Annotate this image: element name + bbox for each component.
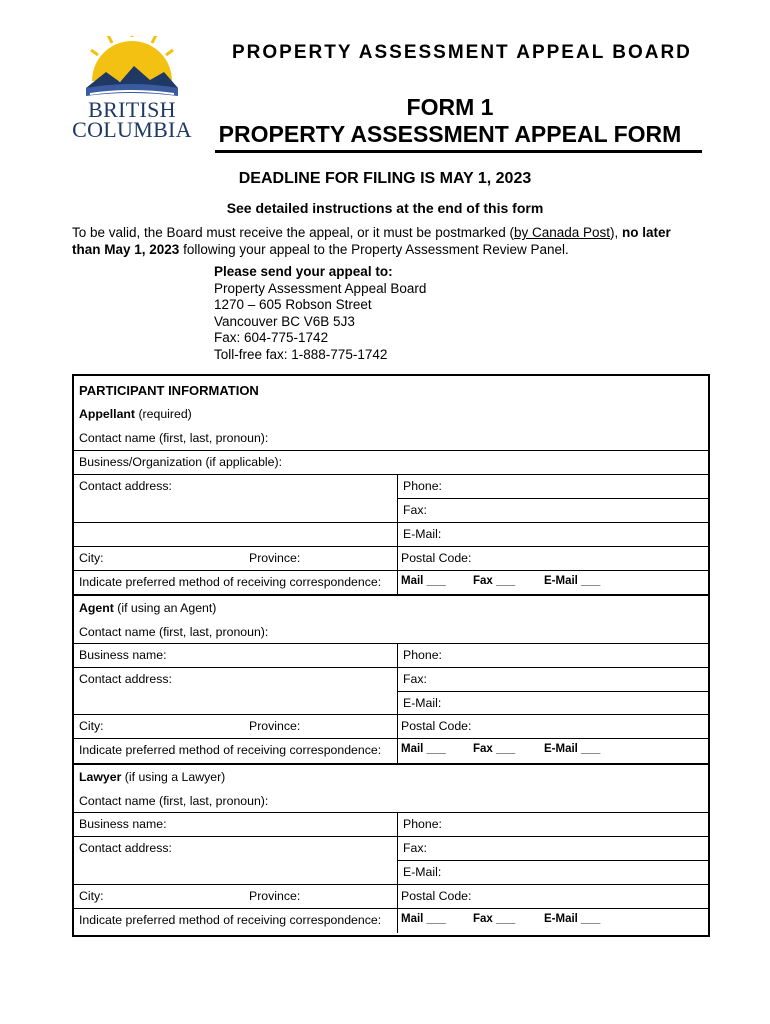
mailing-address: Please send your appeal to: Property Assessment Appeal Board 1270 – 605 Robson Street Vancouver BC V6B 5J3 Fax: 604-775-1742 Toll-free fax: 1-888-775-1742 [214, 264, 427, 362]
lawyer-preferred-method[interactable]: Indicate preferred method of receiving correspondence: Mail ___ Fax ___ E-Mail ___ [79, 913, 601, 927]
lawyer-fax-option[interactable]: Fax ___ [473, 913, 516, 925]
agent-email-field[interactable]: E-Mail: [403, 696, 442, 710]
agent-email-option[interactable]: E-Mail ___ [544, 743, 601, 755]
section-title: PARTICIPANT INFORMATION [79, 383, 259, 398]
appellant-city-field[interactable]: City: Province: Postal Code: [79, 551, 472, 565]
agent-fax-option[interactable]: Fax ___ [473, 743, 516, 755]
lawyer-contact-name-field[interactable]: Contact name (first, last, pronoun): [79, 794, 269, 808]
intro-paragraph: To be valid, the Board must receive the appeal, or it must be postmarked (by Canada Post), no later than May 1, 2023 following your appeal to the Property Assessment Review Panel. [72, 225, 671, 257]
agent-city-field[interactable]: City: Province: Postal Code: [79, 719, 472, 733]
lawyer-email-option[interactable]: E-Mail ___ [544, 913, 601, 925]
appellant-mail-option[interactable]: Mail ___ [401, 575, 446, 587]
agent-contact-name-field[interactable]: Contact name (first, last, pronoun): [79, 625, 269, 639]
agent-mail-option[interactable]: Mail ___ [401, 743, 446, 755]
appellant-preferred-method[interactable]: Indicate preferred method of receiving correspondence: Mail ___ Fax ___ E-Mail ___ [79, 575, 601, 589]
appellant-address-field[interactable]: Contact address: Phone: [79, 479, 442, 493]
appellant-business-org-field[interactable]: Business/Organization (if applicable): [79, 455, 283, 469]
appellant-fax-option[interactable]: Fax ___ [473, 575, 516, 587]
lawyer-city-field[interactable]: City: Province: Postal Code: [79, 889, 472, 903]
agent-preferred-method[interactable]: Indicate preferred method of receiving correspondence: Mail ___ Fax ___ E-Mail ___ [79, 743, 601, 757]
title-divider [215, 150, 702, 153]
lawyer-email-field[interactable]: E-Mail: [403, 865, 442, 879]
canada-post-link: by Canada Post [513, 225, 611, 240]
appellant-email-field[interactable]: E-Mail: [403, 527, 442, 541]
form-number: FORM 1 [406, 94, 494, 120]
lawyer-business-name-field[interactable]: Business name: Phone: [79, 817, 442, 831]
appellant-fax-field[interactable]: Fax: [403, 503, 427, 517]
instructions-note: See detailed instructions at the end of this form [226, 200, 544, 216]
agent-address-field[interactable]: Contact address: Fax: [79, 672, 427, 686]
appellant-email-option[interactable]: E-Mail ___ [544, 575, 601, 587]
appellant-contact-name-field[interactable]: Contact name (first, last, pronoun): [79, 431, 269, 445]
agent-heading: Agent (if using an Agent) [79, 601, 217, 615]
board-name: PROPERTY ASSESSMENT APPEAL BOARD [232, 42, 692, 63]
lawyer-mail-option[interactable]: Mail ___ [401, 913, 446, 925]
lawyer-address-field[interactable]: Contact address: Fax: [79, 841, 427, 855]
bc-logo-text: BRITISH COLUMBIA [72, 97, 192, 142]
agent-business-name-field[interactable]: Business name: Phone: [79, 648, 442, 662]
lawyer-heading: Lawyer (if using a Lawyer) [79, 770, 226, 784]
deadline-notice: DEADLINE FOR FILING IS MAY 1, 2023 [238, 170, 532, 187]
form-title: PROPERTY ASSESSMENT APPEAL FORM [218, 121, 682, 147]
appellant-heading: Appellant (required) [79, 407, 192, 421]
